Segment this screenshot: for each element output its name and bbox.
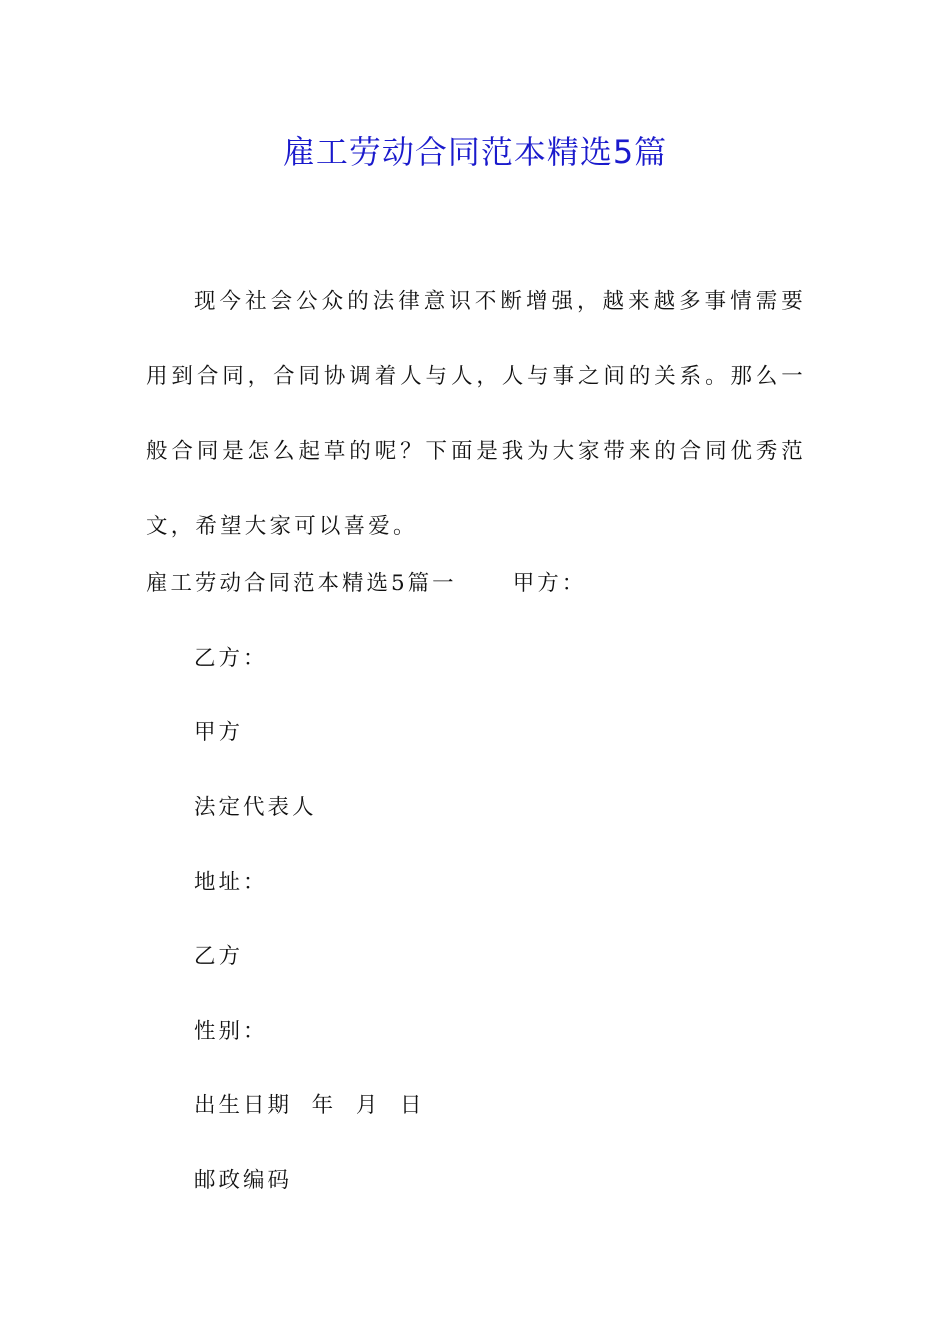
field-party-b-2: 乙方 [194, 944, 244, 969]
field-party-a-label: 甲方： [512, 571, 587, 596]
intro-paragraph: 现今社会公众的法律意识不断增强，越来越多事情需要用到合同，合同协调着人与人，人与事之间的关系。那么一般合同是怎么起草的呢？下面是我为大家带来的合同优秀范文，希望大家可以喜爱。 [146, 289, 806, 539]
field-address: 地址： [194, 870, 268, 895]
field-postal-code: 邮政编码 [194, 1168, 293, 1193]
field-gender: 性别： [194, 1019, 268, 1044]
section-heading-line [146, 569, 586, 599]
field-party-a: 甲方 [194, 720, 244, 745]
section-heading: 雇工劳动合同范本精选5篇一 [146, 571, 457, 596]
field-birth-date: 出生日期 年 月 日 [194, 1093, 425, 1118]
document-title: 雇工劳动合同范本精选5篇 [282, 133, 668, 171]
field-party-b: 乙方： [194, 646, 268, 671]
field-legal-representative: 法定代表人 [194, 795, 317, 820]
